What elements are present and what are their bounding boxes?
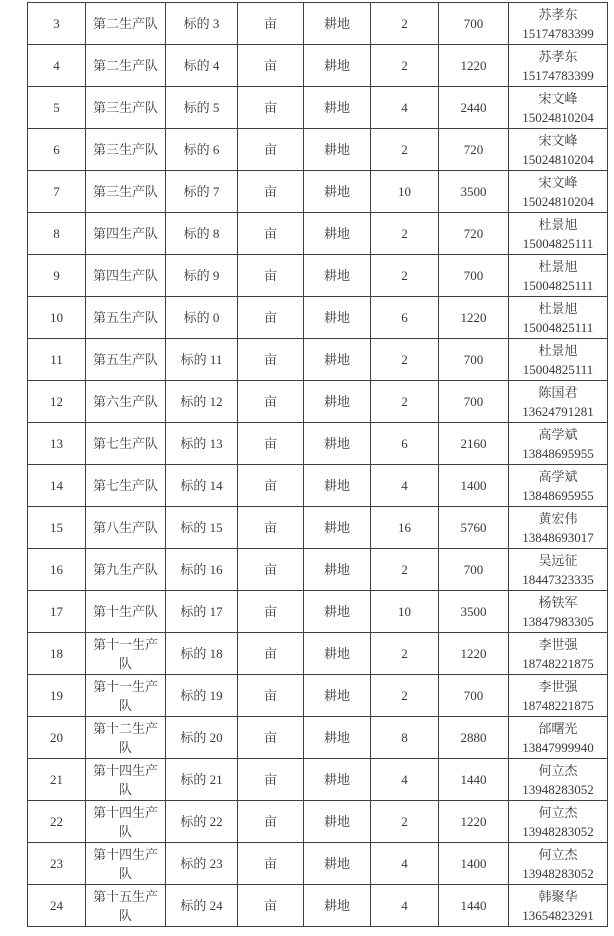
cell-subject: 标的 22 [166, 801, 238, 843]
cell-unit: 亩 [238, 255, 304, 297]
contact-phone: 15174783399 [522, 25, 594, 41]
contact-name: 韩聚华 [538, 888, 578, 904]
cell-quantity: 4 [371, 759, 439, 801]
contact-phone: 15004825111 [522, 319, 594, 335]
cell-team: 第三生产队 [86, 129, 166, 171]
cell-team: 第十四生产队 [86, 759, 166, 801]
cell-contact [509, 675, 608, 717]
cell-land-type: 耕地 [304, 633, 371, 675]
table-row [28, 255, 608, 297]
cell-price: 1440 [439, 885, 509, 927]
cell-unit: 亩 [238, 843, 304, 885]
cell-quantity: 2 [371, 675, 439, 717]
cell-contact [509, 129, 608, 171]
table-row [28, 549, 608, 591]
table-row [28, 843, 608, 885]
table-row [28, 423, 608, 465]
cell-team: 第三生产队 [86, 87, 166, 129]
cell-subject: 标的 14 [166, 465, 238, 507]
cell-quantity: 2 [371, 339, 439, 381]
contact-phone: 13948283052 [522, 781, 594, 797]
contact-name: 苏孝东 [538, 48, 578, 64]
cell-price: 720 [439, 213, 509, 255]
cell-row-number: 23 [28, 843, 86, 885]
contact-phone: 15024810204 [522, 109, 594, 125]
cell-land-type: 耕地 [304, 45, 371, 87]
contact-phone: 13848695955 [522, 445, 594, 461]
contact-phone: 13847983305 [522, 613, 594, 629]
table-row [28, 339, 608, 381]
cell-subject: 标的 18 [166, 633, 238, 675]
cell-contact [509, 423, 608, 465]
cell-subject: 标的 12 [166, 381, 238, 423]
cell-row-number: 3 [28, 3, 86, 45]
cell-team: 第八生产队 [86, 507, 166, 549]
cell-row-number: 12 [28, 381, 86, 423]
cell-quantity: 8 [371, 717, 439, 759]
cell-subject: 标的 16 [166, 549, 238, 591]
cell-quantity: 2 [371, 381, 439, 423]
cell-row-number: 7 [28, 171, 86, 213]
cell-unit: 亩 [238, 675, 304, 717]
cell-row-number: 6 [28, 129, 86, 171]
cell-unit: 亩 [238, 87, 304, 129]
cell-land-type: 耕地 [304, 507, 371, 549]
contact-phone: 15004825111 [522, 235, 594, 251]
cell-price: 700 [439, 255, 509, 297]
cell-unit: 亩 [238, 45, 304, 87]
cell-unit: 亩 [238, 717, 304, 759]
cell-team: 第四生产队 [86, 255, 166, 297]
cell-row-number: 24 [28, 885, 86, 927]
table-row [28, 465, 608, 507]
cell-price: 1220 [439, 45, 509, 87]
cell-land-type: 耕地 [304, 297, 371, 339]
cell-subject: 标的 11 [166, 339, 238, 381]
cell-subject: 标的 8 [166, 213, 238, 255]
cell-land-type: 耕地 [304, 129, 371, 171]
cell-contact [509, 465, 608, 507]
contact-name: 陈国君 [538, 384, 578, 400]
cell-subject: 标的 5 [166, 87, 238, 129]
cell-land-type: 耕地 [304, 423, 371, 465]
cell-team: 第十二生产队 [86, 717, 166, 759]
cell-land-type: 耕地 [304, 717, 371, 759]
cell-row-number: 20 [28, 717, 86, 759]
cell-team: 第十一生产队 [86, 633, 166, 675]
table-row [28, 381, 608, 423]
cell-contact [509, 45, 608, 87]
cell-unit: 亩 [238, 591, 304, 633]
cell-row-number: 9 [28, 255, 86, 297]
cell-contact [509, 549, 608, 591]
contact-phone: 13848695955 [522, 487, 594, 503]
cell-price: 700 [439, 3, 509, 45]
contact-phone: 15004825111 [522, 361, 594, 377]
cell-quantity: 10 [371, 171, 439, 213]
cell-land-type: 耕地 [304, 759, 371, 801]
cell-team: 第二生产队 [86, 45, 166, 87]
contact-phone: 18748221875 [522, 655, 594, 671]
cell-subject: 标的 19 [166, 675, 238, 717]
cell-unit: 亩 [238, 339, 304, 381]
cell-land-type: 耕地 [304, 675, 371, 717]
cell-contact [509, 213, 608, 255]
cell-subject: 标的 24 [166, 885, 238, 927]
cell-unit: 亩 [238, 633, 304, 675]
contact-name: 吴远征 [538, 552, 578, 568]
cell-subject: 标的 9 [166, 255, 238, 297]
cell-row-number: 17 [28, 591, 86, 633]
cell-unit: 亩 [238, 759, 304, 801]
cell-price: 1220 [439, 633, 509, 675]
cell-unit: 亩 [238, 465, 304, 507]
cell-price: 700 [439, 549, 509, 591]
cell-row-number: 19 [28, 675, 86, 717]
cell-unit: 亩 [238, 381, 304, 423]
cell-price: 700 [439, 339, 509, 381]
contact-name: 何立杰 [538, 846, 578, 862]
contact-phone: 13654823291 [522, 907, 594, 923]
table-body [28, 3, 608, 927]
cell-price: 2880 [439, 717, 509, 759]
cell-quantity: 4 [371, 87, 439, 129]
cell-team: 第七生产队 [86, 423, 166, 465]
cell-quantity: 16 [371, 507, 439, 549]
contact-name: 苏孝东 [538, 6, 578, 22]
cell-land-type: 耕地 [304, 801, 371, 843]
cell-team: 第十生产队 [86, 591, 166, 633]
cell-row-number: 13 [28, 423, 86, 465]
table-row [28, 675, 608, 717]
cell-quantity: 2 [371, 801, 439, 843]
cell-price: 1400 [439, 843, 509, 885]
table-row [28, 759, 608, 801]
cell-subject: 标的 23 [166, 843, 238, 885]
cell-team: 第四生产队 [86, 213, 166, 255]
cell-quantity: 4 [371, 885, 439, 927]
cell-quantity: 6 [371, 423, 439, 465]
contact-name: 杜景旭 [538, 216, 578, 232]
cell-price: 5760 [439, 507, 509, 549]
cell-price: 1220 [439, 297, 509, 339]
cell-contact [509, 87, 608, 129]
cell-row-number: 11 [28, 339, 86, 381]
table-row [28, 129, 608, 171]
cell-team: 第五生产队 [86, 297, 166, 339]
cell-team: 第五生产队 [86, 339, 166, 381]
cell-quantity: 2 [371, 3, 439, 45]
cell-contact [509, 171, 608, 213]
contact-name: 李世强 [538, 678, 578, 694]
cell-contact [509, 633, 608, 675]
contact-name: 宋文峰 [538, 90, 578, 106]
cell-land-type: 耕地 [304, 465, 371, 507]
land-bid-table [27, 2, 608, 927]
cell-quantity: 4 [371, 465, 439, 507]
cell-unit: 亩 [238, 801, 304, 843]
contact-phone: 15024810204 [522, 151, 594, 167]
cell-price: 700 [439, 381, 509, 423]
contact-name: 邰曙光 [538, 720, 578, 736]
table-row [28, 591, 608, 633]
cell-row-number: 16 [28, 549, 86, 591]
cell-subject: 标的 21 [166, 759, 238, 801]
contact-phone: 13848693017 [522, 529, 594, 545]
cell-team: 第二生产队 [86, 3, 166, 45]
cell-price: 2160 [439, 423, 509, 465]
cell-row-number: 18 [28, 633, 86, 675]
cell-land-type: 耕地 [304, 381, 371, 423]
cell-unit: 亩 [238, 507, 304, 549]
cell-quantity: 4 [371, 843, 439, 885]
table-row [28, 297, 608, 339]
cell-subject: 标的 0 [166, 297, 238, 339]
contact-name: 杜景旭 [538, 258, 578, 274]
contact-name: 杨铁军 [538, 594, 578, 610]
cell-subject: 标的 20 [166, 717, 238, 759]
cell-team: 第七生产队 [86, 465, 166, 507]
cell-row-number: 15 [28, 507, 86, 549]
cell-price: 3500 [439, 591, 509, 633]
cell-row-number: 8 [28, 213, 86, 255]
cell-land-type: 耕地 [304, 213, 371, 255]
cell-unit: 亩 [238, 171, 304, 213]
cell-row-number: 14 [28, 465, 86, 507]
cell-price: 2440 [439, 87, 509, 129]
table-row [28, 885, 608, 927]
cell-unit: 亩 [238, 549, 304, 591]
cell-land-type: 耕地 [304, 171, 371, 213]
cell-quantity: 10 [371, 591, 439, 633]
cell-team: 第十四生产队 [86, 843, 166, 885]
cell-team: 第九生产队 [86, 549, 166, 591]
table-row [28, 3, 608, 45]
cell-land-type: 耕地 [304, 87, 371, 129]
contact-phone: 13948283052 [522, 823, 594, 839]
cell-team: 第十四生产队 [86, 801, 166, 843]
cell-contact [509, 717, 608, 759]
cell-price: 700 [439, 675, 509, 717]
cell-row-number: 4 [28, 45, 86, 87]
cell-unit: 亩 [238, 3, 304, 45]
cell-subject: 标的 15 [166, 507, 238, 549]
table-row [28, 633, 608, 675]
cell-land-type: 耕地 [304, 843, 371, 885]
table-row [28, 507, 608, 549]
contact-phone: 15024810204 [522, 193, 594, 209]
contact-name: 高学斌 [538, 426, 578, 442]
cell-price: 1220 [439, 801, 509, 843]
cell-unit: 亩 [238, 885, 304, 927]
cell-land-type: 耕地 [304, 591, 371, 633]
cell-contact [509, 801, 608, 843]
contact-phone: 13948283052 [522, 865, 594, 881]
cell-row-number: 10 [28, 297, 86, 339]
cell-row-number: 22 [28, 801, 86, 843]
cell-team: 第六生产队 [86, 381, 166, 423]
cell-team: 第十一生产队 [86, 675, 166, 717]
contact-phone: 18447323335 [522, 571, 594, 587]
cell-team: 第三生产队 [86, 171, 166, 213]
contact-phone: 13847999940 [522, 739, 594, 755]
cell-contact [509, 381, 608, 423]
contact-phone: 15174783399 [522, 67, 594, 83]
cell-contact [509, 885, 608, 927]
contact-phone: 15004825111 [522, 277, 594, 293]
cell-contact [509, 339, 608, 381]
cell-quantity: 2 [371, 633, 439, 675]
cell-land-type: 耕地 [304, 3, 371, 45]
contact-name: 李世强 [538, 636, 578, 652]
cell-subject: 标的 6 [166, 129, 238, 171]
cell-subject: 标的 3 [166, 3, 238, 45]
cell-row-number: 21 [28, 759, 86, 801]
cell-quantity: 6 [371, 297, 439, 339]
cell-contact [509, 591, 608, 633]
cell-contact [509, 3, 608, 45]
cell-team: 第十五生产队 [86, 885, 166, 927]
table-row [28, 87, 608, 129]
cell-contact [509, 507, 608, 549]
cell-land-type: 耕地 [304, 549, 371, 591]
cell-contact [509, 297, 608, 339]
cell-unit: 亩 [238, 129, 304, 171]
cell-subject: 标的 13 [166, 423, 238, 465]
cell-land-type: 耕地 [304, 885, 371, 927]
cell-price: 1440 [439, 759, 509, 801]
contact-phone: 18748221875 [522, 697, 594, 713]
contact-name: 何立杰 [538, 804, 578, 820]
cell-land-type: 耕地 [304, 339, 371, 381]
table-row [28, 801, 608, 843]
cell-quantity: 2 [371, 255, 439, 297]
contact-name: 黄宏伟 [538, 510, 578, 526]
cell-subject: 标的 4 [166, 45, 238, 87]
contact-phone: 13624791281 [522, 403, 594, 419]
cell-price: 1400 [439, 465, 509, 507]
table-row [28, 45, 608, 87]
contact-name: 宋文峰 [538, 174, 578, 190]
contact-name: 杜景旭 [538, 300, 578, 316]
cell-subject: 标的 7 [166, 171, 238, 213]
contact-name: 高学斌 [538, 468, 578, 484]
cell-unit: 亩 [238, 297, 304, 339]
contact-name: 何立杰 [538, 762, 578, 778]
cell-quantity: 2 [371, 549, 439, 591]
cell-unit: 亩 [238, 213, 304, 255]
contact-name: 宋文峰 [538, 132, 578, 148]
cell-quantity: 2 [371, 45, 439, 87]
table-row [28, 717, 608, 759]
cell-quantity: 2 [371, 129, 439, 171]
cell-contact [509, 255, 608, 297]
cell-unit: 亩 [238, 423, 304, 465]
cell-contact [509, 843, 608, 885]
cell-price: 3500 [439, 171, 509, 213]
cell-row-number: 5 [28, 87, 86, 129]
cell-land-type: 耕地 [304, 255, 371, 297]
cell-subject: 标的 17 [166, 591, 238, 633]
table-row [28, 171, 608, 213]
contact-name: 杜景旭 [538, 342, 578, 358]
cell-price: 720 [439, 129, 509, 171]
table-row [28, 213, 608, 255]
cell-contact [509, 759, 608, 801]
cell-quantity: 2 [371, 213, 439, 255]
